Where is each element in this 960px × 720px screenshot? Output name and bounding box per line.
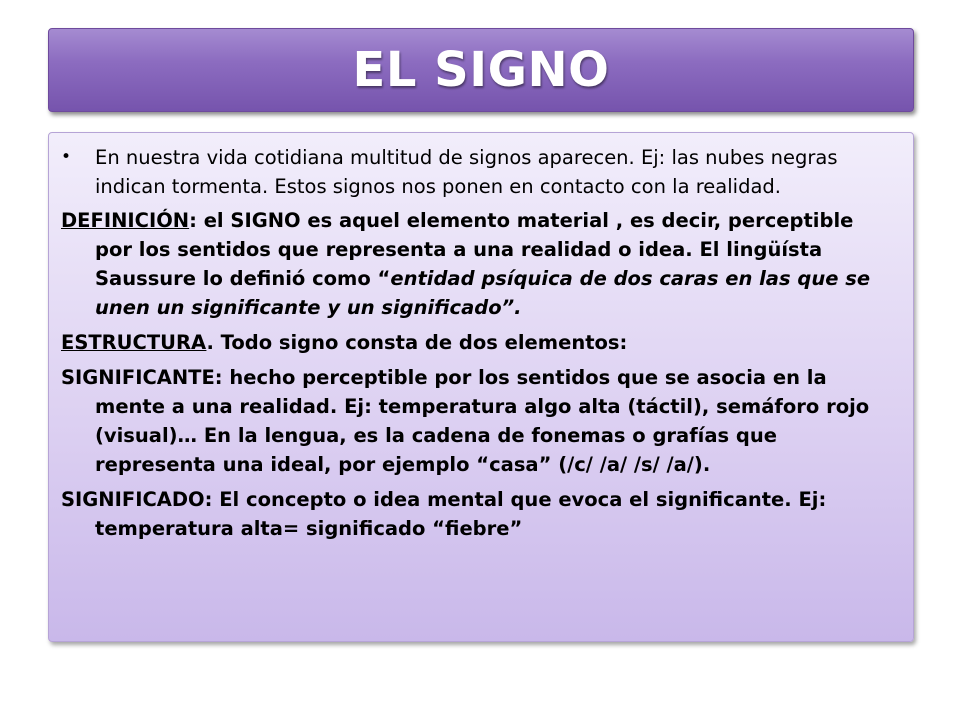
content-panel xyxy=(48,132,914,642)
definition-term: DEFINICIÓN xyxy=(61,209,190,232)
slide-title: EL SIGNO xyxy=(352,42,610,98)
significado-paragraph xyxy=(61,485,893,543)
significante-term: SIGNIFICANTE: xyxy=(61,366,223,389)
definition-text: : el SIGNO es aquel elemento material , es decir, perceptible por los sentidos que representa a una realidad o idea. El lingüísta Saussure lo definió como “ xyxy=(95,209,854,290)
significado-text: El concepto o idea mental que evoca el significante. Ej: temperatura alta= significado “fiebre” xyxy=(95,488,827,540)
definition-paragraph xyxy=(61,206,893,322)
bullet-marker: • xyxy=(61,147,72,167)
structure-paragraph xyxy=(61,328,893,357)
intro-bullet xyxy=(61,143,893,201)
significante-text: hecho perceptible por los sentidos que se asocia en la mente a una realidad. Ej: temperatura algo alta (táctil), semáforo rojo (visual)… En la lengua, es la cadena de fonemas o grafías que representa una ideal, por ejemplo “casa” (/c/ /a/ /s/ /a/). xyxy=(95,366,870,476)
structure-text: . Todo signo consta de dos elementos: xyxy=(206,331,628,354)
content-body xyxy=(61,143,893,549)
title-banner xyxy=(48,28,914,112)
significado-term: SIGNIFICADO: xyxy=(61,488,213,511)
intro-text: En nuestra vida cotidiana multitud de signos aparecen. Ej: las nubes negras indican tormenta. Estos signos nos ponen en contacto con la realidad. xyxy=(95,146,838,198)
definition-quote: entidad psíquica de dos caras en las que se unen un significante y un significado”. xyxy=(95,267,871,319)
structure-term: ESTRUCTURA xyxy=(61,331,207,354)
significante-paragraph xyxy=(61,363,893,479)
